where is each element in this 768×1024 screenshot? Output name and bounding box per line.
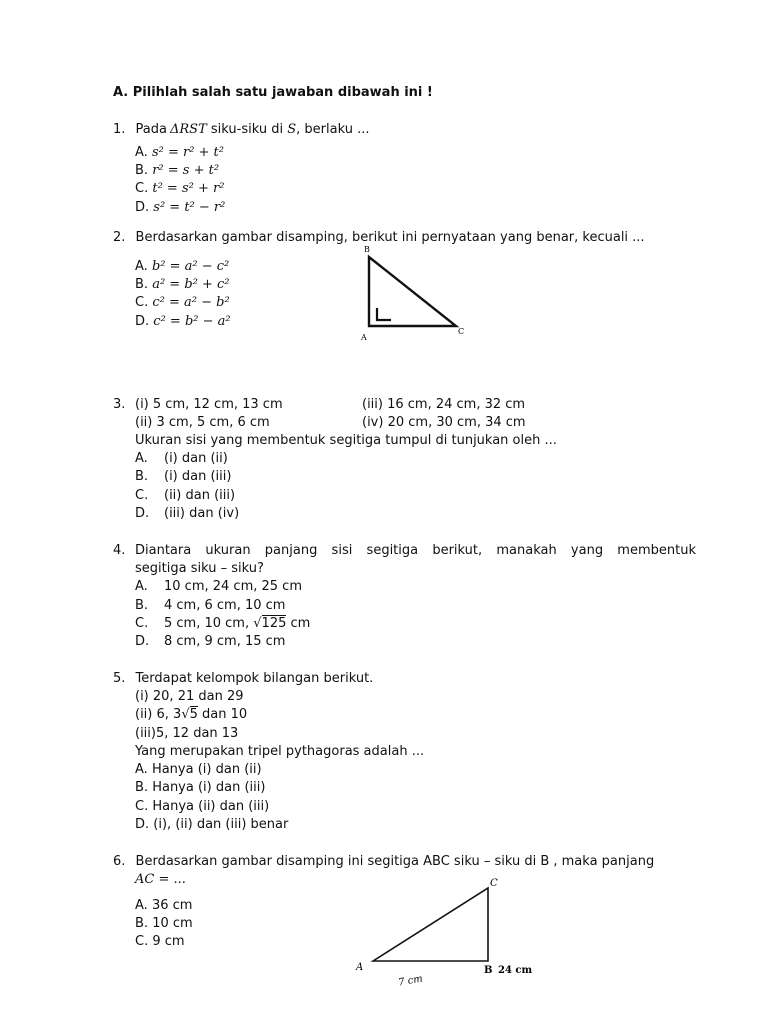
question-5-question: Yang merupakan tripel pythagoras adalah ...: [135, 744, 425, 759]
option-5d[interactable]: D. (i), (ii) dan (iii) benar: [135, 817, 289, 832]
question-2-stem: 2. Berdasarkan gambar disamping, berikut ini pernyataan yang benar, kecuali ...: [113, 230, 645, 245]
question-4-line-2: segitiga siku – siku?: [135, 561, 264, 576]
item-i: (i) 20, 21 dan 29: [135, 689, 244, 704]
option-6c[interactable]: C. 9 cm: [135, 934, 185, 949]
question-3-number: 3.: [113, 397, 126, 412]
label-b: B: [364, 245, 370, 254]
question-4-number: 4.: [113, 543, 126, 558]
option-5c[interactable]: C. Hanya (ii) dan (iii): [135, 799, 270, 814]
triangle-symbol: Δ: [170, 122, 180, 137]
set-i: (i) 5 cm, 12 cm, 13 cm: [135, 397, 283, 412]
option-3b[interactable]: B. (i) dan (iii): [135, 469, 232, 484]
question-1-stem: 1. Pada ΔRST siku-siku di S, berlaku ...: [113, 122, 370, 137]
question-4-line-1: Diantara ukuran panjang sisi segitiga berikut, manakah yang membentuk: [135, 543, 696, 558]
set-iii: (iii) 16 cm, 24 cm, 32 cm: [362, 397, 526, 412]
option-1c[interactable]: C. t² = s² + r²: [135, 181, 225, 196]
question-number: 1.: [113, 122, 126, 137]
question-number: 6.: [113, 854, 126, 869]
triangle-figure-q6: [350, 872, 540, 992]
section-heading: A. Pilihlah salah satu jawaban dibawah ini !: [113, 85, 433, 100]
option-4c[interactable]: C. 5 cm, 10 cm, √125 cm: [135, 616, 311, 631]
option-5b[interactable]: B. Hanya (i) dan (iii): [135, 780, 266, 795]
option-4b[interactable]: B. 4 cm, 6 cm, 10 cm: [135, 598, 286, 613]
option-1a[interactable]: A. s² = r² + t²: [135, 145, 224, 160]
item-iii: (iii)5, 12 dan 13: [135, 726, 239, 741]
label-c: C: [458, 327, 465, 336]
label-a: A: [356, 962, 364, 973]
radicand: 125: [261, 616, 287, 631]
triangle-figure-q2: [355, 242, 475, 347]
label-b: B: [484, 965, 493, 976]
question-number: 2.: [113, 230, 126, 245]
question-number: 5.: [113, 671, 126, 686]
label-c: C: [490, 878, 498, 889]
option-4a[interactable]: A. 10 cm, 24 cm, 25 cm: [135, 579, 302, 594]
option-1b[interactable]: B. r² = s + t²: [135, 163, 220, 178]
option-3a[interactable]: A. (i) dan (ii): [135, 451, 228, 466]
option-6a[interactable]: A. 36 cm: [135, 898, 193, 913]
option-5a[interactable]: A. Hanya (i) dan (ii): [135, 762, 262, 777]
option-6b[interactable]: B. 10 cm: [135, 916, 193, 931]
question-3-stem: Ukuran sisi yang membentuk segitiga tumpul di tunjukan oleh ...: [135, 433, 557, 448]
option-3c[interactable]: C. (ii) dan (iii): [135, 488, 236, 503]
question-6-stem: 6. Berdasarkan gambar disamping ini segitiga ABC siku – siku di B , maka panjang: [113, 854, 655, 869]
question-5-stem: 5. Terdapat kelompok bilangan berikut.: [113, 671, 374, 686]
item-ii: (ii) 6, 3√5 dan 10: [135, 707, 248, 722]
ac-label: AC = ...: [135, 872, 186, 887]
option-4d[interactable]: D. 8 cm, 9 cm, 15 cm: [135, 634, 286, 649]
set-iv: (iv) 20 cm, 30 cm, 34 cm: [362, 415, 526, 430]
radicand: 5: [189, 707, 198, 722]
side-bc-length: 24 cm: [498, 965, 533, 976]
option-3d[interactable]: D. (iii) dan (iv): [135, 506, 240, 521]
option-1d[interactable]: D. s² = t² − r²: [135, 200, 226, 215]
label-a: A: [361, 333, 367, 342]
option-2d[interactable]: D. c² = b² − a²: [135, 314, 231, 329]
side-ab-length: 7 cm: [397, 973, 424, 989]
option-2a[interactable]: A. b² = a² − c²: [135, 259, 230, 274]
set-ii: (ii) 3 cm, 5 cm, 6 cm: [135, 415, 270, 430]
option-2c[interactable]: C. c² = a² − b²: [135, 295, 230, 310]
option-2b[interactable]: B. a² = b² + c²: [135, 277, 230, 292]
